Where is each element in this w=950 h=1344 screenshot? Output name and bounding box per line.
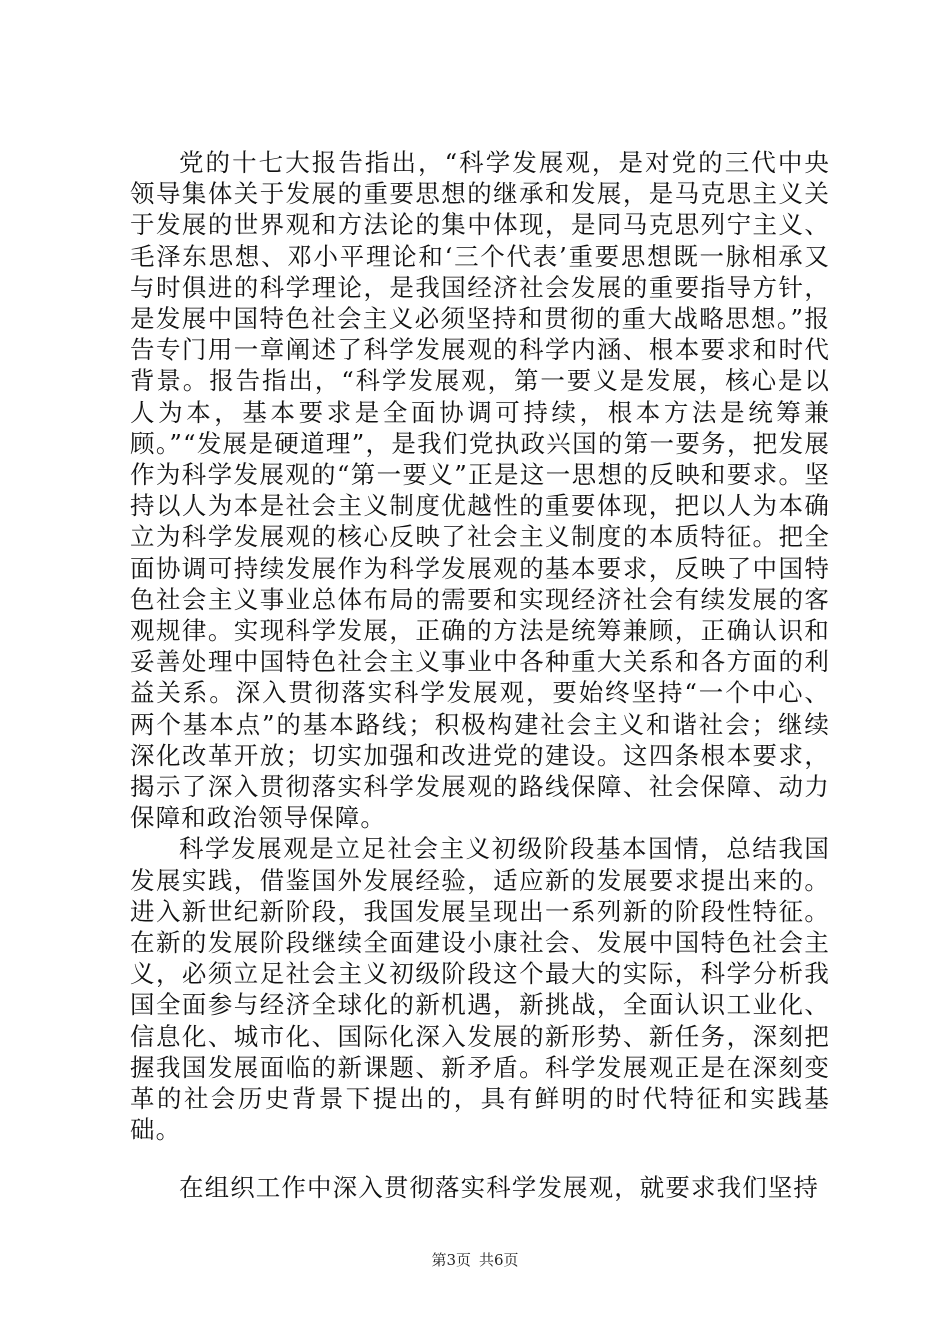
paragraph-1: 党的十七大报告指出，“科学发展观，是对党的三代中央领导集体关于发展的重要思想的继承和发展，是马克思主义关于发展的世界观和方法论的集中体现，是同马克思列宁主义、毛泽东思想、邓小平理论和‘三个代表’重要思想既一脉相承又与时俱进的科学理论，是我国经济社会发展的重要指导方针，是发展中国特色社会主义必须坚持和贯彻的重大战略思想。”报告专门用一章阐述了科学发展观的科学内涵、根本要求和时代背景。报告指出，“科学发展观，第一要义是发展，核心是以人为本，基本要求是全面协调可持续，根本方法是统筹兼顾。”“发展是硬道理”，是我们党执政兴国的第一要务，把发展作为科学发展观的“第一要义”正是这一思想的反映和要求。坚持以人为本是社会主义制度优越性的重要体现，把以人为本确立为科学发展观的核心反映了社会主义制度的本质特征。把全面协调可持续发展作为科学发展观的基本要求，反映了中国特色社会主义事业总体布局的需要和实现经济社会有续发展的客观规律。实现科学发展，正确的方法是统筹兼顾，正确认识和妥善处理中国特色社会主义事业中各种重大关系和各方面的利益关系。深入贯彻落实科学发展观，要始终坚持“一个中心、两个基本点”的基本路线；积极构建社会主义和谐社会；继续深化改革开放；切实加强和改进党的建设。这四条根本要求，揭示了深入贯彻落实科学发展观的路线保障、社会保障、动力保障和政治领导保障。 (130, 148, 830, 833)
page-number: 第3页 (431, 1251, 471, 1269)
paragraph-2: 科学发展观是立足社会主义初级阶段基本国情，总结我国发展实践，借鉴国外发展经验，适应新的发展要求提出来的。进入新世纪新阶段，我国发展呈现出一系列新的阶段性特征。在新的发展阶段继续全面建设小康社会、发展中国特色社会主义，必须立足社会主义初级阶段这个最大的实际，科学分析我国全面参与经济全球化的新机遇，新挑战，全面认识工业化、信息化、城市化、国际化深入发展的新形势、新任务，深刻把握我国发展面临的新课题、新矛盾。科学发展观正是在深刻变革的社会历史背景下提出的，具有鲜明的时代特征和实践基础。 (130, 834, 830, 1145)
paragraph-3: 在组织工作中深入贯彻落实科学发展观，就要求我们坚持 (179, 1172, 819, 1202)
page-footer (0, 1250, 950, 1270)
page-total: 共6页 (479, 1251, 519, 1269)
document-body (130, 147, 830, 1203)
